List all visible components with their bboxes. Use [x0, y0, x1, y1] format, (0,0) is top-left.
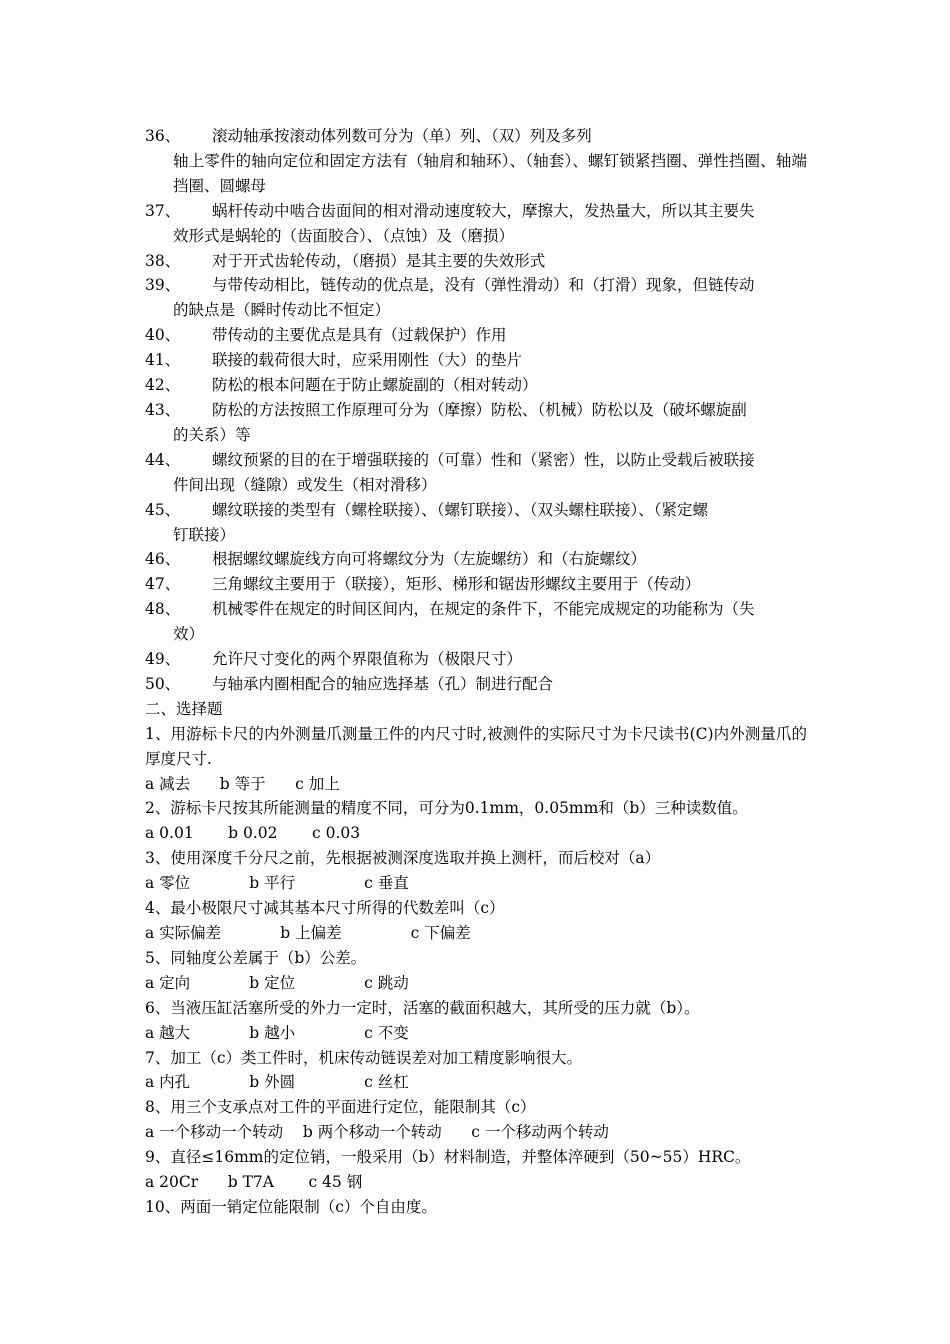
fill-item-46 [145, 547, 807, 572]
question-5: 5、同轴度公差属于（b）公差。 [145, 948, 367, 967]
fill-item-38 [145, 249, 807, 274]
item-text: 蜗杆传动中啮合齿面间的相对滑动速度较大，摩擦大，发热量大，所以其主要失 [212, 201, 755, 220]
item-number: 46、 [145, 550, 181, 569]
question-9: 9、直径≤16mm的定位销，一般采用（b）材料制造，并整体淬硬到（50~55）HRC。 [145, 1148, 751, 1167]
question-options: a 内孔 b 外圆 c 丝杠 [145, 1073, 409, 1092]
document-body [145, 124, 807, 1220]
item-continuation: 的缺点是（瞬时传动比不恒定） [173, 301, 391, 320]
item-number: 36、 [145, 127, 181, 145]
item-number: 48、 [145, 600, 181, 619]
fill-item-44 [145, 448, 807, 473]
item-number: 39、 [145, 276, 181, 295]
question-options: a 越大 b 越小 c 不变 [145, 1023, 409, 1042]
item-number: 40、 [145, 326, 181, 345]
item-number: 45、 [145, 500, 181, 519]
question-options: a 减去 b 等于 c 加上 [145, 774, 340, 793]
fill-item-shaft-fixing: 轴上零件的轴向定位和固定方法有（轴肩和轴环）、（轴套）、螺钉锁紧挡圈、弹性挡圈、轴端挡圈、圆螺母 [173, 151, 807, 195]
item-text: 根据螺纹螺旋线方向可将螺纹分为（左旋螺纺）和（右旋螺纹） [212, 550, 647, 569]
item-text: 允许尺寸变化的两个界限值称为（极限尺寸） [212, 650, 523, 669]
fill-item-49 [145, 647, 807, 672]
fill-item-40 [145, 323, 807, 348]
fill-item-39 [145, 273, 807, 298]
item-number: 49、 [145, 650, 181, 669]
item-number: 47、 [145, 575, 181, 594]
fill-item-45 [145, 498, 807, 523]
item-number: 41、 [145, 351, 181, 370]
item-text: 联接的载荷很大时，应采用刚性（大）的垫片 [212, 351, 523, 370]
item-text: 滚动轴承按滚动体列数可分为（单）列、（双）列及多列 [212, 127, 592, 145]
item-continuation: 件间出现（缝隙）或发生（相对滑移） [173, 475, 437, 494]
item-text: 带传动的主要优点是具有（过载保护）作用 [212, 326, 507, 345]
item-text: 防松的方法按照工作原理可分为（摩擦）防松、（机械）防松以及（破坏螺旋副 [212, 400, 747, 419]
item-text: 螺纹联接的类型有（螺栓联接）、（螺钉联接）、（双头螺柱联接）、（紧定螺 [212, 500, 709, 519]
item-number: 42、 [145, 376, 181, 395]
item-text: 机械零件在规定的时间区间内，在规定的条件下，不能完成规定的功能称为（失 [212, 600, 755, 619]
question-8: 8、用三个支承点对工件的平面进行定位，能限制其（c） [145, 1098, 536, 1117]
item-text: 三角螺纹主要用于（联接），矩形、梯形和锯齿形螺纹主要用于（传动） [212, 575, 701, 594]
fill-item-42 [145, 373, 807, 398]
question-7: 7、加工（c）类工件时，机床传动链误差对加工精度影响很大。 [145, 1048, 583, 1067]
fill-item-43 [145, 398, 807, 423]
question-options: a 0.01 b 0.02 c 0.03 [145, 824, 361, 843]
item-text: 防松的根本问题在于防止螺旋副的（相对转动） [212, 376, 538, 395]
question-1: 1、用游标卡尺的内外测量爪测量工件的内尺寸时,被测件的实际尺寸为卡尺读书(C)内外测量爪的厚度尺寸. [145, 724, 807, 768]
question-2: 2、游标卡尺按其所能测量的精度不同，可分为0.1mm，0.05mm和（b）三种读数值。 [145, 799, 748, 818]
question-options: a 一个移动一个转动 b 两个移动一个转动 c 一个移动两个转动 [145, 1123, 609, 1142]
question-4: 4、最小极限尺寸减其基本尺寸所得的代数差叫（c） [145, 899, 505, 918]
question-options: a 20Cr b T7A c 45 钢 [145, 1173, 363, 1192]
fill-item-36 [145, 124, 807, 149]
question-10: 10、两面一销定位能限制（c）个自由度。 [145, 1197, 437, 1216]
item-number: 50、 [145, 674, 181, 693]
fill-item-50 [145, 672, 807, 697]
item-continuation: 钉联接） [173, 525, 236, 544]
fill-item-48 [145, 597, 807, 622]
item-continuation: 效） [173, 625, 205, 644]
fill-item-47 [145, 572, 807, 597]
fill-item-37 [145, 199, 807, 224]
question-options: a 定向 b 定位 c 跳动 [145, 973, 409, 992]
item-text: 螺纹预紧的目的在于增强联接的（可靠）性和（紧密）性，以防止受载后被联接 [212, 450, 755, 469]
item-text: 对于开式齿轮传动，（磨损）是其主要的失效形式 [212, 251, 546, 270]
item-continuation: 效形式是蜗轮的（齿面胶合）、（点蚀）及（磨损） [173, 226, 515, 245]
question-options: a 实际偏差 b 上偏差 c 下偏差 [145, 924, 471, 942]
question-6: 6、当液压缸活塞所受的外力一定时，活塞的截面积越大，其所受的压力就（b）。 [145, 998, 700, 1017]
fill-item-41 [145, 348, 807, 373]
item-text: 与带传动相比，链传动的优点是，没有（弹性滑动）和（打滑）现象，但链传动 [212, 276, 755, 295]
item-number: 44、 [145, 450, 181, 469]
item-continuation: 的关系）等 [173, 425, 251, 444]
question-3: 3、使用深度千分尺之前，先根据被测深度选取并换上测杆，而后校对（a） [145, 849, 661, 868]
item-text: 与轴承内圈相配合的轴应选择基（孔）制进行配合 [212, 674, 554, 693]
item-number: 37、 [145, 201, 181, 220]
question-options: a 零位 b 平行 c 垂直 [145, 874, 409, 893]
section-title: 二、选择题 [145, 699, 223, 718]
item-number: 43、 [145, 400, 181, 419]
item-number: 38、 [145, 251, 181, 270]
